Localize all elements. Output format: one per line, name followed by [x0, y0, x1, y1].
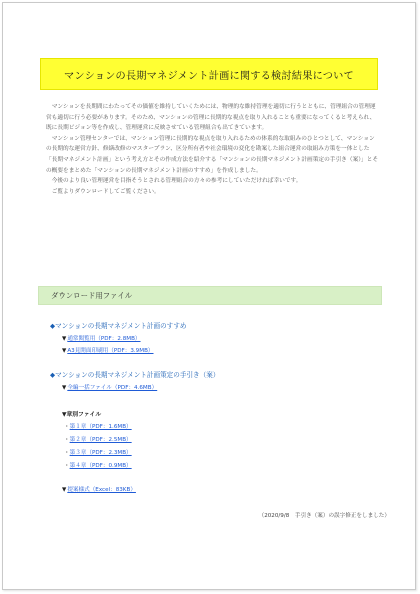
intro-text [46, 102, 380, 197]
page-title: マンションの長期マネジメント計画に関する検討結果について [64, 70, 354, 82]
intro-paragraph: ご覧よりダウンロードしてご覧ください。 [51, 188, 160, 195]
chapters-heading: ▼章別ファイル [62, 412, 102, 418]
download-item [62, 383, 157, 391]
triangle-down-icon: ▼ [62, 385, 67, 391]
intro-paragraph: マンションを長期間にわたってその価値を維持していくためには、物理的な維持管理を適切に行うとともに、管理組合の管理運営も適切に行う必要があります。そのため、マンションの管理に長期的な視点を取り入れることも重要になってくると考えられ、既に長期ビジョン等を作成し、管理運営に反映させている管理組合も出てきています。 [46, 104, 376, 132]
download-link-a3-print[interactable]: A3見開面印刷用（PDF：3.9MB） [67, 348, 154, 354]
download-link-proposal-template[interactable]: 提案様式（Excel：83KB） [67, 487, 136, 493]
intro-paragraph: 今後のより良い管理運営を目指そうとされる管理組合の方々の参考にしていただければ幸いです。 [51, 178, 302, 185]
download-item [62, 346, 154, 354]
chapter-item: ・第４章（PDF：0.9MB） [64, 463, 132, 469]
triangle-down-icon: ▼ [62, 336, 67, 342]
intro-paragraph: マンション管理センターでは、マンション管理に長期的な視点を取り入れるための体系的な取組みのひとつとして、マンションの長期的な運営方針、修繕改修のマスタープラン、区分所有者や社会環境の変化を勘案した組合運営の取組み方策を一体とした「長期マネジメント計画」という考え方とその作成方法を紹介する「マンションの長期マネジメント計画策定の手引き（案）」とその概要をまとめた「マンションの長期マネジメント計画のすすめ」を作成しました。 [46, 135, 379, 174]
download-link-chapter-3[interactable]: 第３章（PDF：2.3MB） [69, 450, 132, 456]
title-banner [40, 58, 378, 90]
download-section-title: ダウンロード用ファイル [51, 291, 133, 300]
chapter-item: ・第２章（PDF：2.5MB） [64, 437, 132, 443]
chapter-item: ・第３章（PDF：2.3MB） [64, 450, 132, 456]
triangle-down-icon: ▼ [62, 348, 67, 354]
download-link-chapter-4[interactable]: 第４章（PDF：0.9MB） [69, 463, 132, 469]
triangle-down-icon: ▼ [62, 487, 67, 493]
download-link-all-in-one[interactable]: 全編一括ファイル（PDF：4.6MB） [67, 385, 158, 391]
download-item [62, 334, 141, 342]
download-link-chapter-1[interactable]: 第１章（PDF：1.6MB） [69, 424, 132, 430]
download-section-header [38, 286, 382, 305]
download-item [62, 485, 136, 493]
download-link-chapter-2[interactable]: 第２章（PDF：2.5MB） [69, 437, 132, 443]
revision-note: （2020/9/8 手引き（案）の誤字修正をしました） [258, 513, 390, 519]
group-title-tebiki: ◆マンションの長期マネジメント計画策定の手引き（案） [50, 371, 220, 379]
chapter-item: ・第１章（PDF：1.6MB） [64, 424, 132, 430]
download-link-normal-view[interactable]: 通常閲覧用（PDF：2.8MB） [67, 336, 141, 342]
group-title-susume: ◆マンションの長期マネジメント計画のすすめ [50, 322, 187, 330]
